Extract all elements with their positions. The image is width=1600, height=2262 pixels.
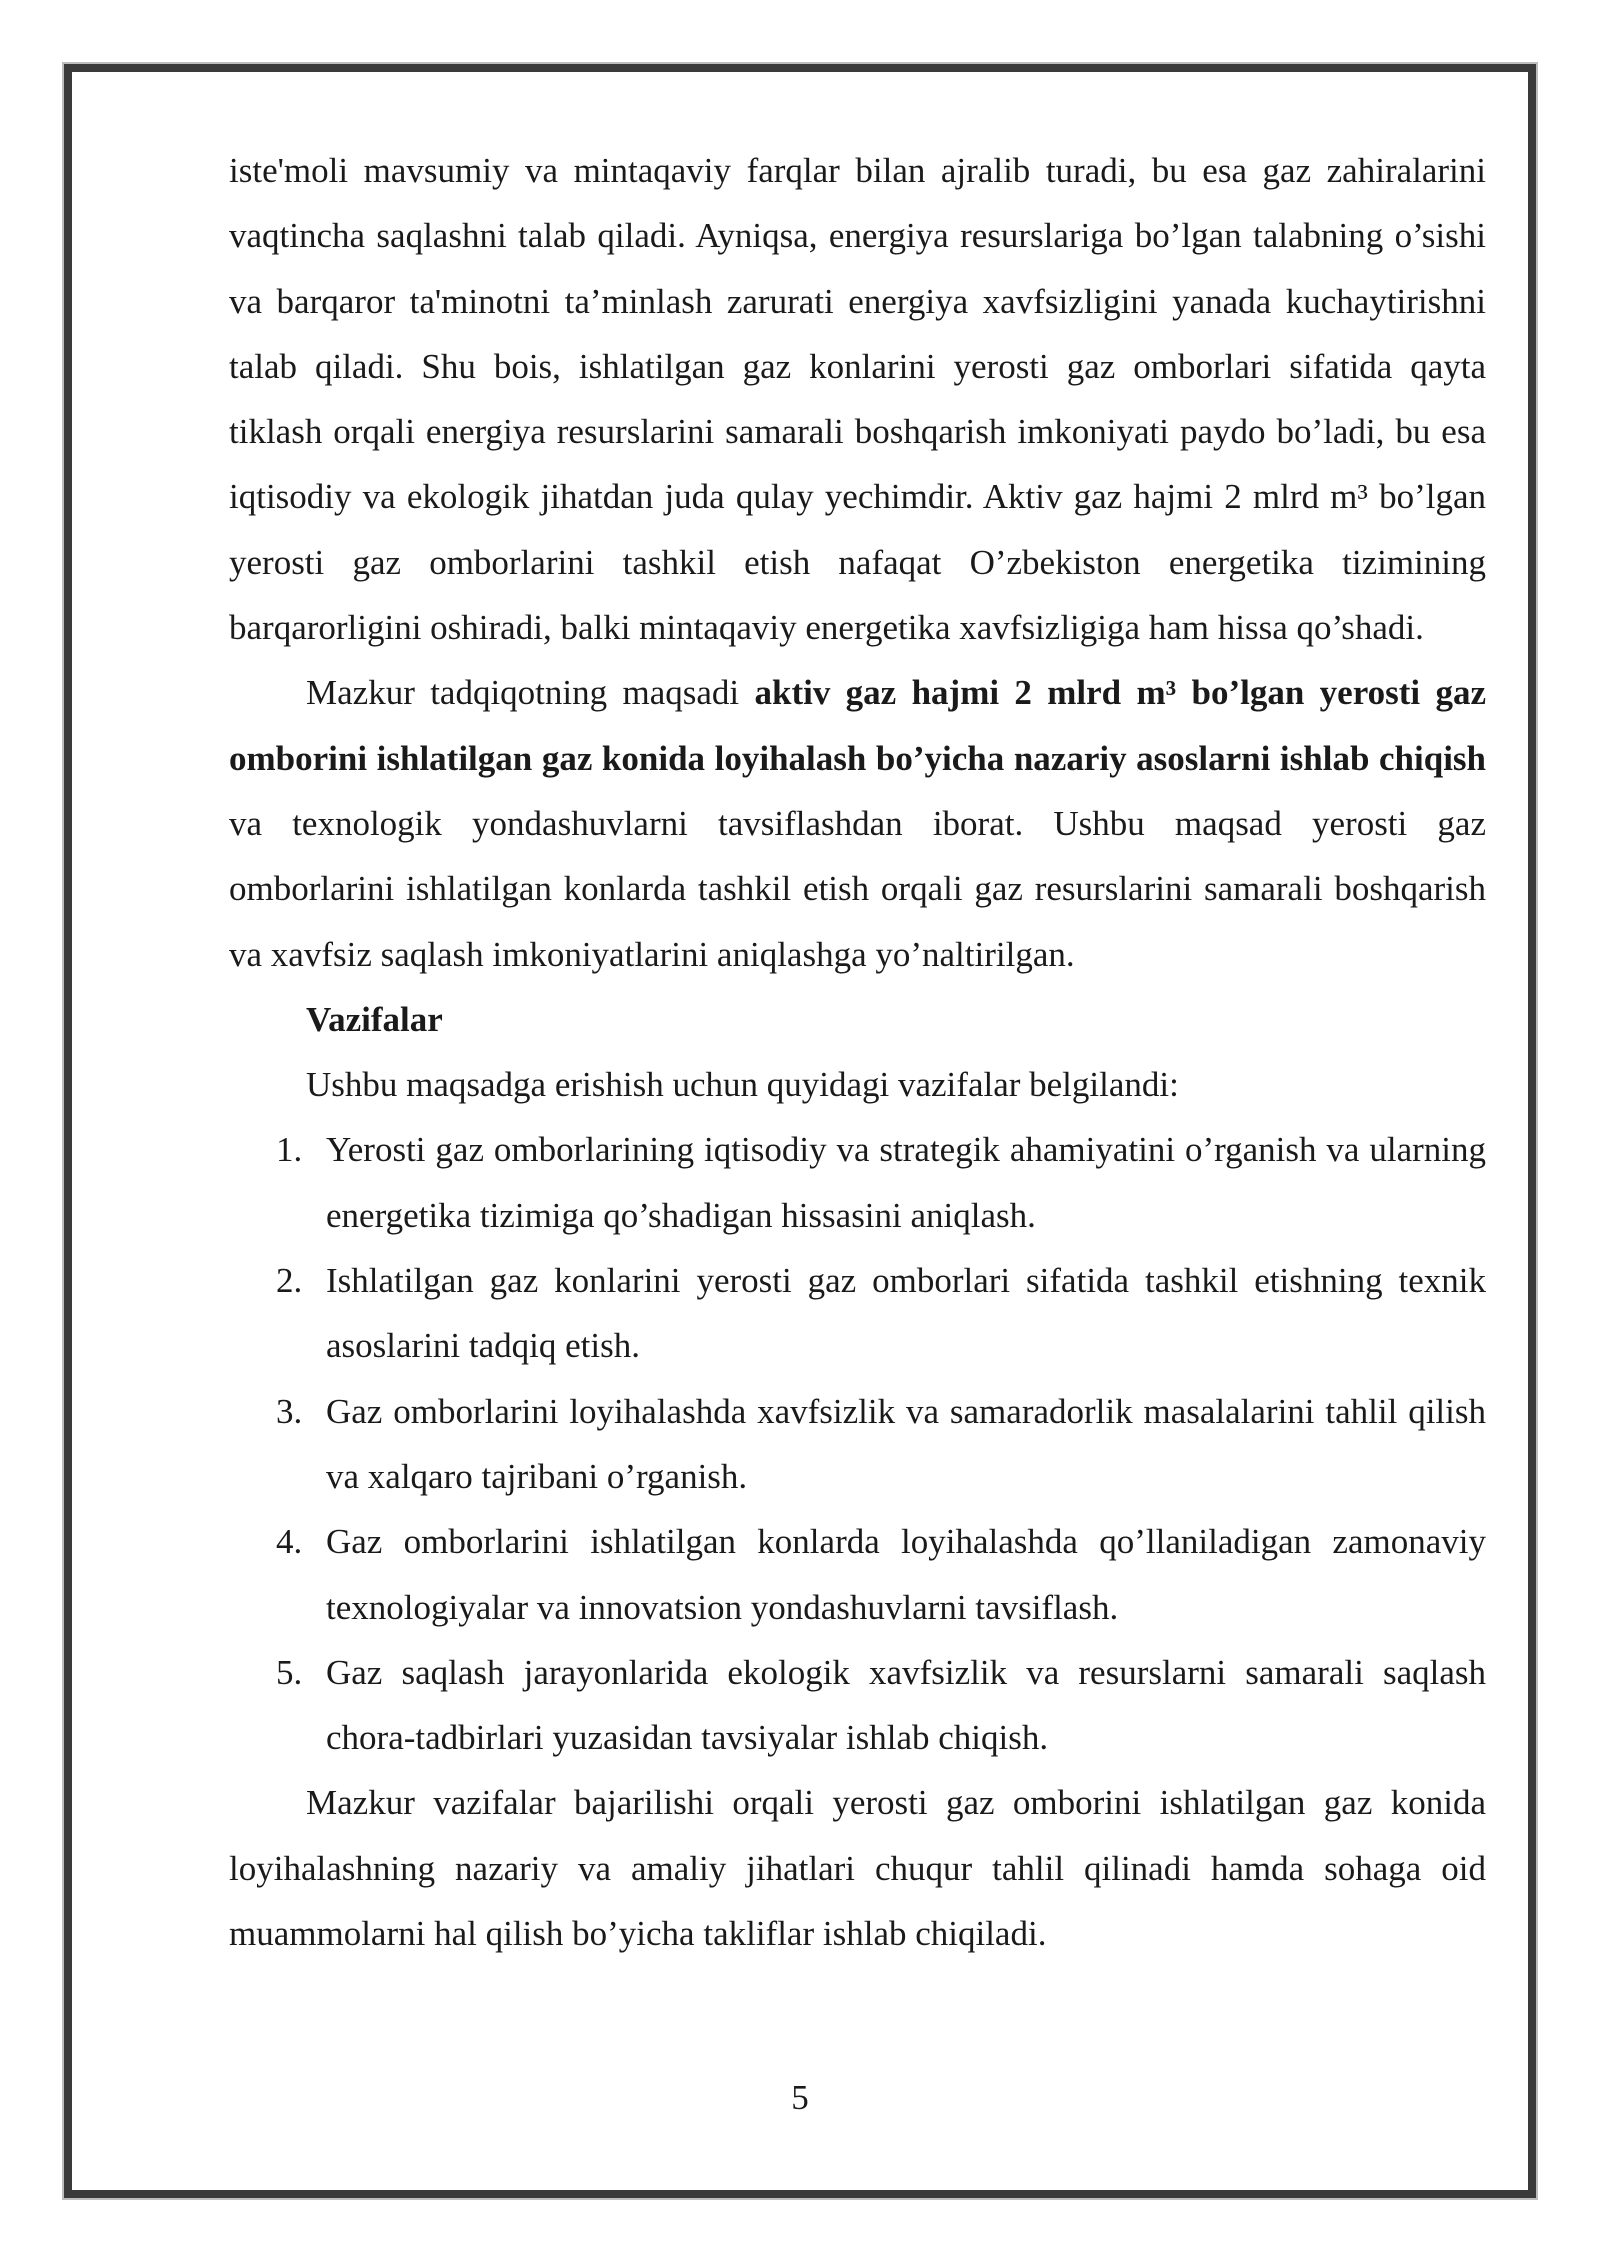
task-text: Gaz omborlarini loyihalashda xavfsizlik va samaradorlik masalalarini tahlil qilish va xalqaro tajribani o’rganish.	[326, 1391, 1486, 1496]
task-number: 2.	[276, 1261, 303, 1301]
goal-lead-text: Mazkur tadqiqotning maqsadi	[306, 673, 755, 713]
task-number: 3.	[276, 1391, 303, 1431]
tasks-heading: Vazifalar	[306, 999, 443, 1039]
task-item	[229, 1640, 1486, 1771]
task-text: Gaz omborlarini ishlatilgan konlarda loyihalashda qo’llaniladigan zamonaviy texnologiyalar va innovatsion yondashuvlarni tavsiflash.	[326, 1522, 1486, 1627]
task-text: Yerosti gaz omborlarining iqtisodiy va strategik ahamiyatini o’rganish va ularning energetika tizimiga qo’shadigan hissasini aniqlash.	[326, 1130, 1486, 1235]
paragraph-context: iste'moli mavsumiy va mintaqaviy farqlar bilan ajralib turadi, bu esa gaz zahiralarini vaqtincha saqlashni talab qiladi. Ayniqsa, energiya resurslariga bo’lgan talabning o’sishi va barqaror ta'minotni ta’minlash zarurati energiya xavfsizligini yanada kuchaytirishni talab qiladi. Shu bois, ishlatilgan gaz konlarini yerosti gaz omborlari sifatida qayta tiklash orqali energiya resurslarini samarali boshqarish imkoniyati paydo bo’ladi, bu esa iqtisodiy va ekologik jihatdan juda qulay yechimdir. Aktiv gaz hajmi 2 mlrd m³ bo’lgan yerosti gaz omborlarini tashkil etish nafaqat O’zbekiston energetika tizimining barqarorligini oshiradi, balki mintaqaviy energetika xavfsizligiga ham hissa qo’shadi.	[229, 151, 1486, 648]
task-number: 5.	[276, 1652, 303, 1692]
goal-bold-text: aktiv gaz hajmi 2 mlrd m³ bo’lgan yerosti gaz omborini ishlatilgan gaz konida loyihalash bo’yicha nazariy asoslarni ishlab chiqish	[229, 673, 1486, 778]
task-text: Gaz saqlash jarayonlarida ekologik xavfsizlik va resurslarni samarali saqlash chora-tadbirlari yuzasidan tavsiyalar ishlab chiqish.	[326, 1652, 1486, 1758]
goal-tail-text: va texnologik yondashuvlarni tavsiflashdan iborat. Ushbu maqsad yerosti gaz omborlarini ishlatilgan konlarda tashkil etish orqali gaz resurslarini samarali boshqarish va xavfsiz saqlash imkoniyatlarini aniqlashga yo’naltirilgan.	[229, 803, 1486, 974]
task-item	[229, 1248, 1486, 1379]
task-item	[229, 1509, 1486, 1640]
task-item	[229, 1379, 1486, 1510]
paragraph-conclusion: Mazkur vazifalar bajarilishi orqali yerosti gaz omborini ishlatilgan gaz konida loyihalashning nazariy va amaliy jihatlari chuqur tahlil qilinadi hamda sohaga oid muammolarni hal qilish bo’yicha takliflar ishlab chiqiladi.	[229, 1783, 1486, 1954]
tasks-intro: Ushbu maqsadga erishish uchun quyidagi vazifalar belgilandi:	[306, 1065, 1179, 1105]
task-number: 1.	[276, 1130, 303, 1170]
document-body	[229, 138, 1486, 1966]
task-text: Ishlatilgan gaz konlarini yerosti gaz omborlari sifatida tashkil etishning texnik asoslarini tadqiq etish.	[326, 1261, 1486, 1366]
tasks-list	[229, 1117, 1486, 1770]
page-number: 5	[791, 2078, 809, 2117]
task-item	[229, 1117, 1486, 1248]
paragraph-goal	[229, 660, 1486, 986]
task-number: 4.	[276, 1522, 303, 1562]
